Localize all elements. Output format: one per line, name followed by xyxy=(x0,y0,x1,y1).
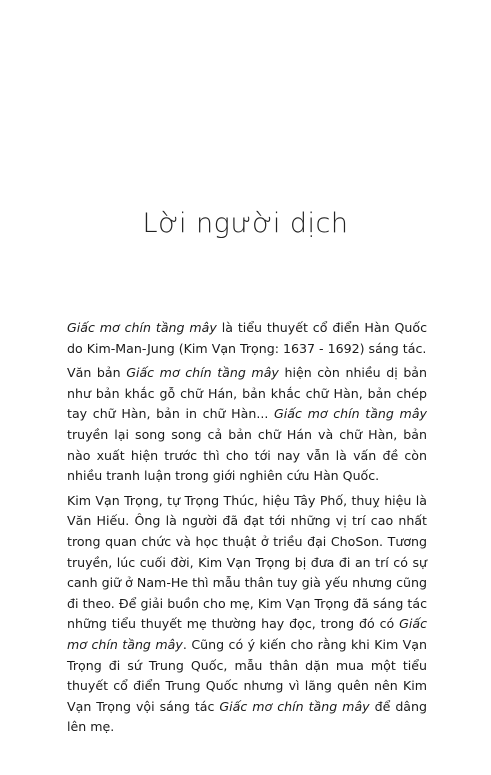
paragraph-2-segment-3: hiện còn nhiều dị bản như bản khắc gỗ chữ Hán, bản khắc chữ Hàn, bản chép tay chữ Hàn, bản in chữ Hàn... xyxy=(67,365,428,422)
paragraph-2 xyxy=(67,363,427,487)
paragraph-1-segment-1: Giấc mơ chín tầng mây xyxy=(67,320,217,335)
paragraph-3-segment-4: Giấc mơ chín tầng mây xyxy=(219,698,370,714)
paragraph-3-segment-2: Giấc mơ chín tầng mây xyxy=(67,616,427,652)
chapter-title: Lời người dịch xyxy=(142,208,349,239)
paragraph-3-segment-1: Kim Vạn Trọng, tự Trọng Thúc, hiệu Tây Phố, thuỵ hiệu là Văn Hiếu. Ông là người đã đạt tới những vị trí cao nhất trong quan chức và học thuật ở triều đại ChoSon. Tương truyền, lúc cuối đời, Kim Vạn Trọng bị đưa đi an trí có sự canh giữ ở Nam-He thì mẫu thân tuy già yếu nhưng cũng đi theo. Để giải buồn cho mẹ, Kim Vạn Trọng đã sáng tác những tiểu thuyết mẹ thường hay đọc, trong đó có xyxy=(67,492,427,632)
paragraph-2-segment-4: Giấc mơ chín tầng mây xyxy=(274,406,427,422)
paragraph-3 xyxy=(67,491,427,738)
paragraph-3-segment-5: để dâng lên mẹ. xyxy=(67,698,428,735)
body-text xyxy=(67,318,427,742)
paragraph-3-segment-3: . Cũng có ý kiến cho rằng khi Kim Vạn Trọng đi sứ Trung Quốc, mẫu thân dặn mua một tiểu thuyết cổ điển Trung Quốc nhưng vì lãng quên nên Kim Vạn Trọng vội sáng tác xyxy=(67,636,427,714)
paragraph-2-segment-2: Giấc mơ chín tầng mây xyxy=(126,365,279,381)
paragraph-1-segment-2: là tiểu thuyết cổ điển Hàn Quốc do Kim-Man-Jung (Kim Vạn Trọng: 1637 - 1692) sáng tác. xyxy=(67,320,427,356)
paragraph-1 xyxy=(67,318,427,359)
paragraph-2-segment-5: truyền lại song song cả bản chữ Hán và chữ Hàn, bản nào xuất hiện trước thì cho tới nay vẫn là vấn đề còn nhiều tranh luận trong giới nghiên cứu Hàn Quốc. xyxy=(67,426,427,484)
paragraph-2-segment-1: Văn bản xyxy=(67,365,127,381)
